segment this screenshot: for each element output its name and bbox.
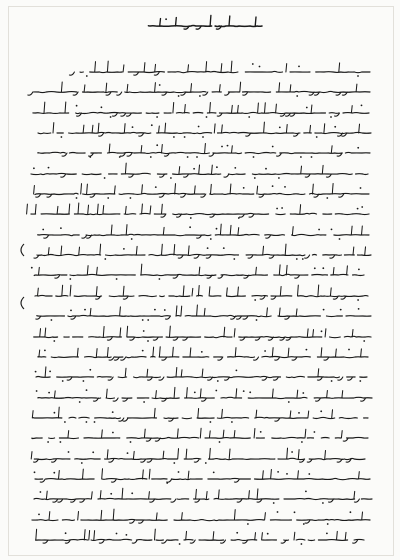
manuscript-line [32, 407, 368, 423]
manuscript-line [36, 529, 364, 545]
manuscript-line [36, 387, 372, 403]
manuscript-line [38, 122, 371, 138]
manuscript-line [34, 488, 372, 504]
manuscript-line [32, 428, 368, 443]
manuscript-line [34, 244, 371, 260]
margin-bracket-mark [21, 297, 24, 309]
margin-bracket-mark [21, 244, 24, 256]
manuscript-line [31, 264, 364, 280]
manuscript-line [38, 347, 368, 360]
manuscript-line [36, 305, 371, 321]
manuscript-line [27, 203, 369, 219]
manuscript-line [28, 82, 370, 97]
manuscript-line [31, 448, 365, 464]
manuscript-line [34, 326, 371, 342]
manuscript-line [35, 285, 368, 301]
manuscript-line [38, 224, 369, 240]
manuscript-line [34, 184, 369, 199]
manuscript-line [31, 163, 368, 179]
manuscript-line [69, 61, 370, 77]
heading-basmala-line [148, 15, 262, 29]
manuscript-line [33, 102, 369, 118]
manuscript-line [34, 469, 370, 484]
manuscript-line [35, 367, 367, 382]
manuscript-line [38, 144, 370, 158]
manuscript-line [32, 509, 370, 525]
